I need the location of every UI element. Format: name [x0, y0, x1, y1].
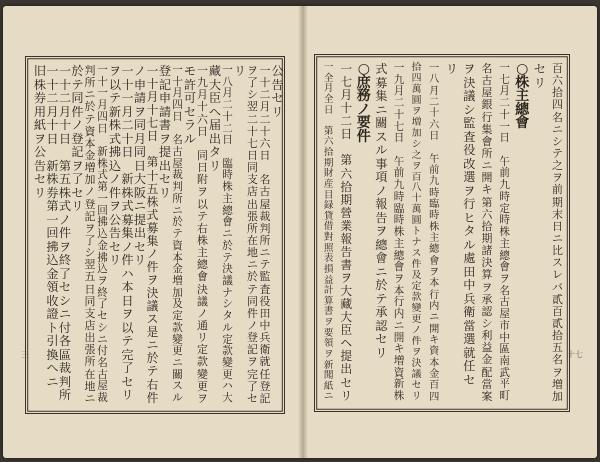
- text-column: 拾 四 萬 圓 ヲ 増 加 シ 之 ヲ 百 八 十 萬 圓 ト ナ ス 件 及 定 款 變 更 ノ 件 ヲ 決 議 セ リ: [411, 62, 422, 402]
- open-book: [3, 6, 597, 458]
- text-column: モ 許 可 セ ラ ル: [183, 64, 197, 146]
- text-column: 判 所 ニ 於 テ 資 本 金 増 加 ノ 登 記 ヲ 了 シ 翌 五 日 同 支 店 出 張 所 在 地 ニ: [84, 64, 96, 405]
- text-column: 藏 大 臣 ヘ 届 出 タ リ: [208, 64, 222, 173]
- text-column: 一 十 二 月 十 日 新 株 券 第 一 回 拂 込 金 領 收 證 ト 引 換 ヘ ニ: [46, 64, 59, 389]
- text-column: 登 記 申 請 書 ヲ 提 出 セ リ: [158, 64, 172, 200]
- left-page-folio: 三: [21, 350, 29, 359]
- text-column: ノ 申 請 ヲ 同 月 同 日 大 阪 ニ 提 出 セ リ: [133, 64, 147, 267]
- text-column: 一 九 月 十 六 日 同 日 附 ヲ 以 テ 右 株 主 總 會 決 議 ノ 通 リ 定 款 變 更 ヲ: [197, 64, 208, 405]
- text-column: 一 八 月 二 十 六 日 午 前 九 時 臨 時 株 主 總 會 ヲ 本 行 内 ニ 開 キ 資 本 金 百 四: [429, 63, 440, 403]
- text-column: ヲ 決 議 シ 監 査 役 改 選 ヲ 行 ヒ タ ル 處 田 中 兵 衛 當 選 就 任 セ: [463, 62, 476, 387]
- text-column: 一 十 月 十 七 日 第 十 五 株 式 募 集 ノ 件 ヲ 決 議 ス 是 ニ 於 テ 右 件: [146, 64, 159, 405]
- right-page-text-frame: [314, 54, 570, 412]
- right-page: [300, 6, 597, 458]
- text-column: セ リ: [533, 62, 546, 90]
- text-column: 一 十 一 月 四 日 新 株 式 第 一 回 拂 込 金 拂 込 ヲ 終 了 セ シ ニ 付 名 古 屋 裁: [97, 64, 108, 405]
- text-column: ○ 庶 務 ノ 要 件: [356, 61, 371, 145]
- text-column: ヲ 以 テ 新 株 式 拂 込 ノ 件 ヲ 公 告 セ リ: [108, 64, 122, 267]
- right-page-folio: 十七: [567, 350, 583, 359]
- text-column: 一 十 一 月 二 十 日 新 株 式 募 集 ノ 件 ハ 本 日 ヲ 以 テ 完 了 セ リ: [121, 64, 134, 402]
- text-column: 一 九 月 二 十 七 日 午 前 九 時 臨 時 株 主 總 會 ヲ 本 行 内 ニ 開 キ 増 資 新 株: [393, 62, 405, 403]
- text-column: ○ 株 主 總 會: [515, 61, 530, 131]
- text-column: 式 募 集 ニ 關 ス ル 事 項 ノ 報 告 ヲ 總 會 ニ 於 テ 承 認 セ リ: [375, 62, 388, 360]
- text-column: リ: [233, 64, 247, 78]
- text-column: 一 十 二 月 十 日 第 五 株 式 ノ 件 ヲ 終 了 セ シ ニ 付 各 區 裁 判 所: [58, 64, 72, 402]
- text-column: 公 告 セ リ: [271, 64, 284, 119]
- text-column: 百 六 拾 四 名 ニ シ テ 之 ヲ 前 期 末 日 ニ 比 ス レ バ 貳 百 貳 拾 五 名 ヲ 増 加: [551, 62, 563, 403]
- text-column: 一 八 月 二 十 二 日 臨 時 株 主 總 會 ニ 於 テ 決 議 ナ シ タ ル 定 款 變 更 ハ 大: [222, 64, 233, 405]
- text-column: 一 全 月 全 日 第 六 拾 期 財 産 目 録 貸 借 對 照 表 損 益 計 算 書 ヲ 要 領 ヲ 新 聞 紙 ニ: [323, 62, 334, 403]
- text-column: 一 七 月 十 二 日 第 六 拾 期 營 業 報 告 書 ヲ 大 藏 大 臣 ヘ 提 出 セ リ: [340, 62, 353, 403]
- text-column: 旧 株 券 用 紙 ヲ 公 告 セ リ: [33, 64, 47, 200]
- text-column: 一 十 月 四 日 名 古 屋 裁 判 所 ニ 於 テ 資 本 金 増 加 及 定 款 變 更 ニ 關 ス ル: [172, 64, 183, 405]
- text-column: 於 テ 同 件 ノ 登 記 ヲ 了 セ リ: [71, 64, 84, 213]
- text-column: 一 十 二 月 二 十 六 日 名 古 屋 裁 判 所 ニ テ 監 査 役 田 中 兵 衛 就 任 登 記: [259, 64, 271, 405]
- text-column: ヲ 了 シ 翌 二 十 七 日 同 支 店 出 張 所 在 地 ニ 於 テ 同 件 ノ 登 記 ヲ 完 了 セ: [247, 64, 258, 405]
- left-page-text-frame: [25, 56, 285, 414]
- text-column: リ: [445, 62, 458, 76]
- text-column: 一 七 月 二 十 一 日 午 前 九 時 定 時 株 主 總 會 ヲ 名 古 屋 市 中 區 南 武 平 町: [499, 62, 510, 403]
- left-page: [3, 6, 300, 458]
- text-column: 名 古 屋 銀 行 集 會 所 ニ 開 キ 第 六 拾 期 諸 決 算 ヲ 承 認 シ 利 益 金 配 當 案: [481, 62, 493, 403]
